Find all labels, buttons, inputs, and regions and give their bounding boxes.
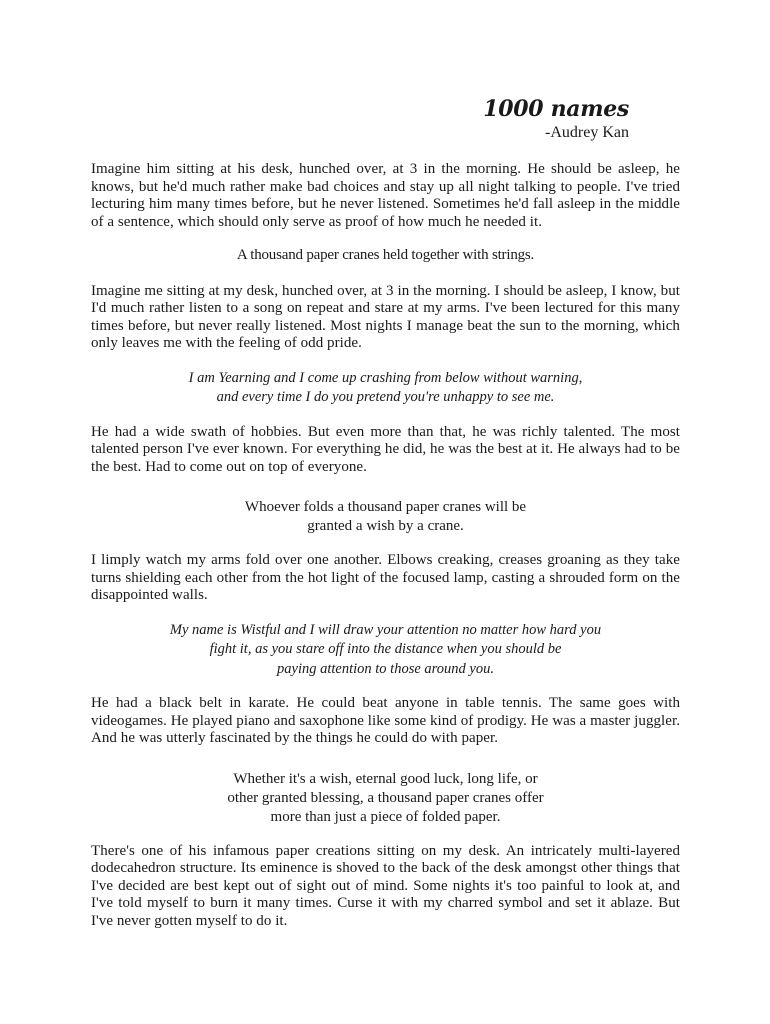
italic-stanza-1 — [91, 369, 680, 408]
paragraph-2: Imagine me sitting at my desk, hunched over, at 3 in the morning. I should be asleep, I know, but I'd much rather listen to a song on repeat and stare at my arms. I've been lectured for this many times before, but never really listened. Most nights I manage beat the sun to the morning, which only leaves me with the feeling of odd pride. — [91, 282, 680, 351]
paragraph-1: Imagine him sitting at his desk, hunched over, at 3 in the morning. He should be asleep, he knows, but he'd much rather make bad choices and stay up all night talking to people. I've tried lecturing him many times before, but he never listened. Sometimes he'd fall asleep in the middle of a sentence, which should only serve as proof of how much he needed it. — [91, 161, 680, 230]
cranes-line: A thousand paper cranes held together with strings. — [236, 247, 535, 263]
quote-stanza-1-line-1: Whoever folds a thousand paper cranes will be — [244, 499, 527, 515]
paragraph-5: He had a black belt in karate. He could beat anyone in table tennis. The same goes with videogames. He played piano and saxophone like some kind of prodigy. He was a master juggler. And he was utterly fascinated by the things he could do with paper. — [91, 695, 680, 746]
quote-stanza-2-line-1: Whether it's a wish, eternal good luck, long life, or — [233, 770, 538, 787]
document-title: 1000 names — [483, 96, 629, 122]
italic-stanza-1-line-1: I am Yearning and I come up crashing from below without warning, — [188, 369, 583, 386]
quote-stanza-2-line-3: more than just a piece of folded paper. — [270, 808, 501, 825]
italic-stanza-2-line-1: My name is Wistful and I will draw your attention no matter how hard you — [169, 621, 602, 638]
paragraph-3: He had a wide swath of hobbies. But even more than that, he was richly talented. The most talented person I've ever known. For everything he did, he was the best at it. He always had to be the best. Had to come out on top of everyone. — [91, 423, 680, 475]
quote-stanza-1-line-2: granted a wish by a crane. — [307, 518, 464, 534]
paragraph-6: There's one of his infamous paper creations sitting on my desk. An intricately multi-layered dodecahedron structure. Its eminence is shoved to the back of the desk amongst other things that I've decided are best kept out of sight out of mind. Some nights it's too painful to look at, and I've told myself to burn it many times. Curse it with my charred symbol and set it ablaze. But I've never gotten myself to do it. — [91, 842, 680, 929]
italic-stanza-2-line-3: paying attention to those around you. — [277, 660, 494, 677]
document-body — [91, 161, 680, 930]
quote-stanza-1 — [91, 498, 680, 536]
author-byline: -Audrey Kan — [545, 124, 629, 141]
title-block — [430, 96, 680, 143]
quote-stanza-2-line-2: other granted blessing, a thousand paper cranes offer — [227, 789, 544, 806]
italic-stanza-2 — [91, 621, 680, 680]
paragraph-4: I limply watch my arms fold over one another. Elbows creaking, creases groaning as they take turns shielding each other from the hot light of the focused lamp, casting a shrouded form on the disappointed walls. — [91, 552, 680, 603]
italic-stanza-1-line-2: and every time I do you pretend you're unhappy to see me. — [216, 389, 555, 405]
quote-stanza-2 — [91, 770, 680, 827]
italic-stanza-2-line-2: fight it, as you stare off into the distance when you should be — [209, 641, 562, 657]
